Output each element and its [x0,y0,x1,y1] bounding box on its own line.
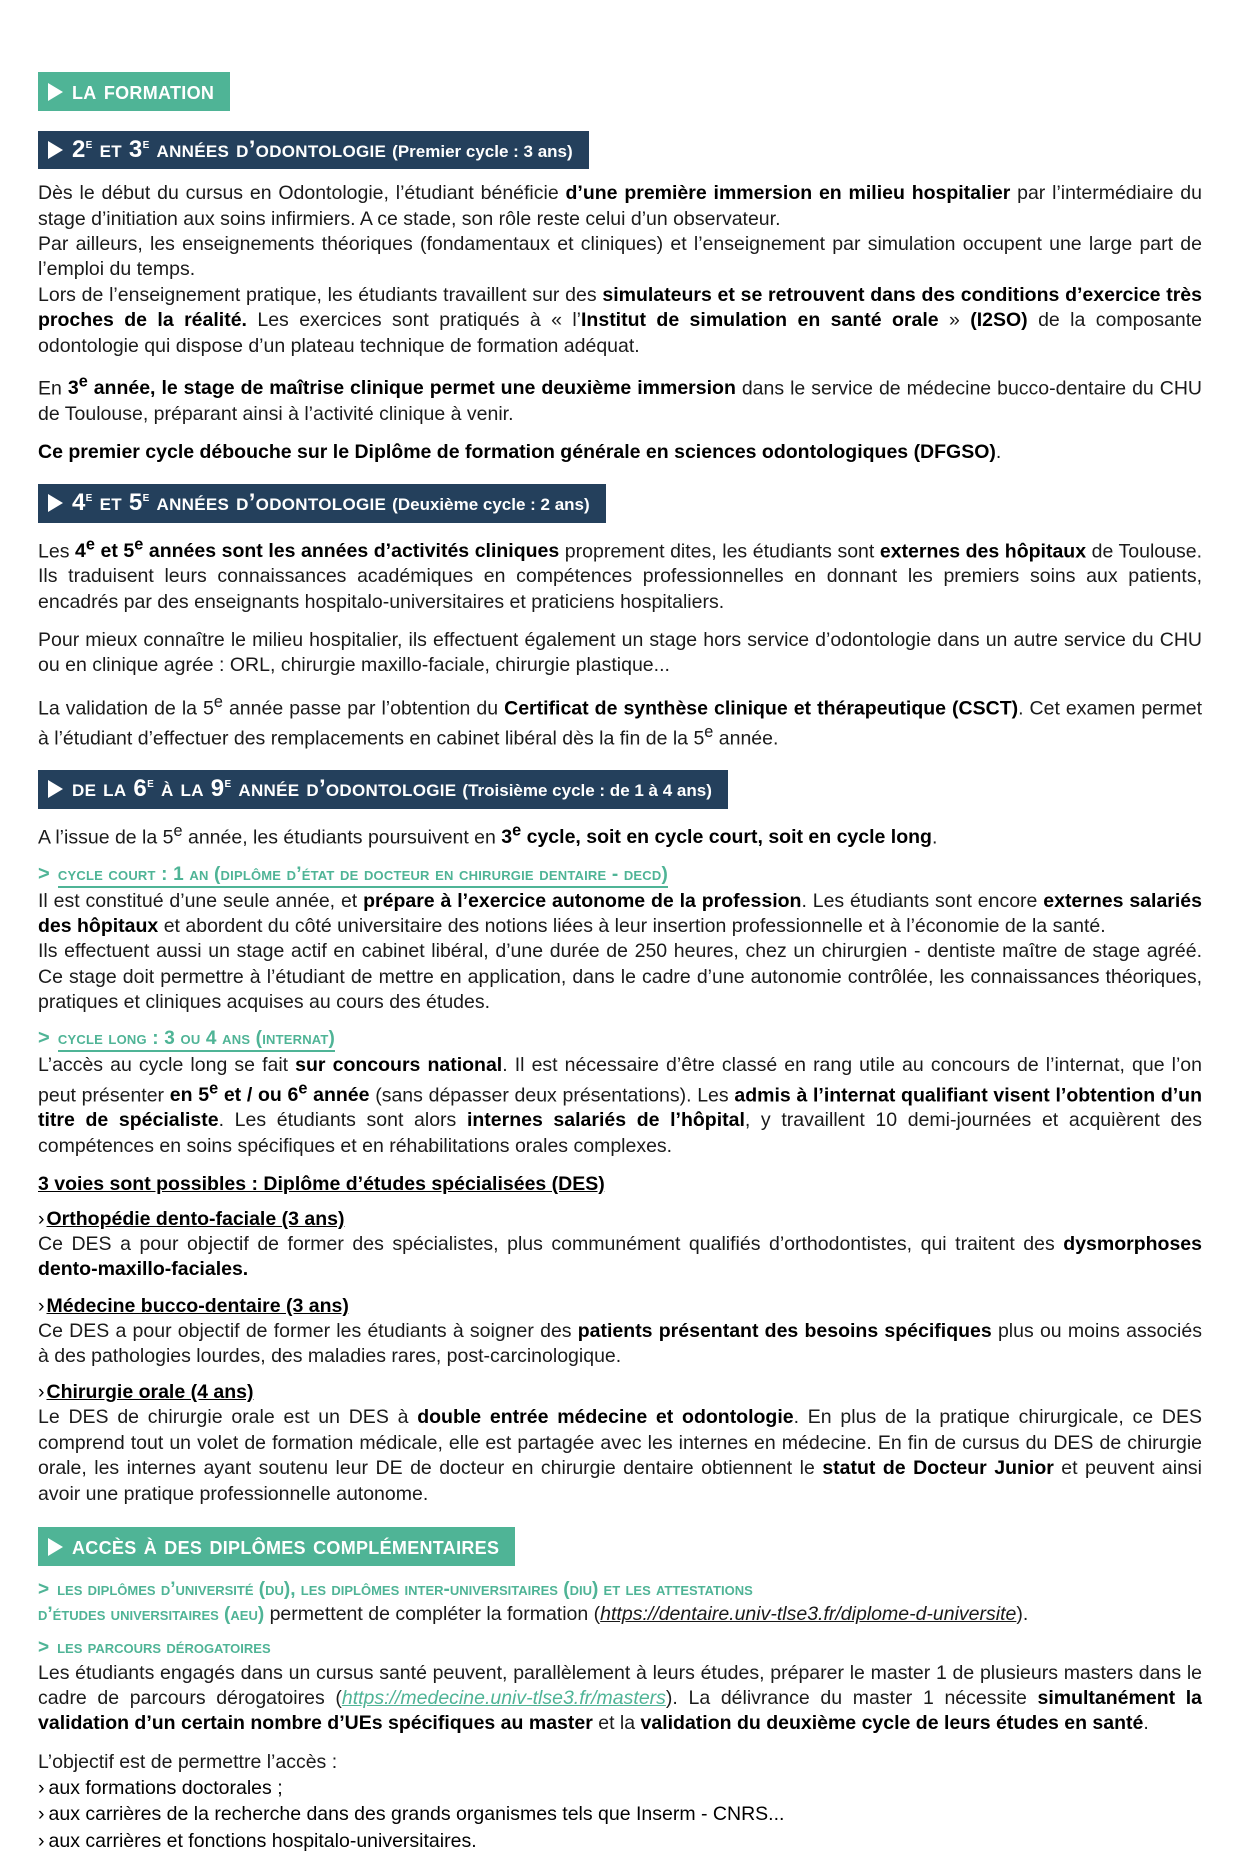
subheading-cycle-long-label: cycle long : 3 ou 4 ans (internat) [58,1028,335,1052]
paragraph: La validation de la 5e année passe par l’obtention du Certificat de synthèse clinique et thérapeutique (CSCT). Cet examen permet à l’étudiant d’effectuer des remplacements en cabinet libéral dès la fin de la 5e année. [38,692,1203,750]
gt-icon: > [38,862,50,885]
du-heading-line2-sc: d’études universitaires (aeu) [38,1603,265,1625]
section-subtitle-2: (Deuxième cycle : 2 ans) [392,495,590,515]
main-section-banner-row [38,72,1202,111]
derog-text-post: ). La délivrance du master 1 nécessite simultanément la validation d’un certain nombre d’UEs spécifiques au master et la validation du deuxième cycle de leurs études en santé. [38,1686,1203,1735]
objectif-item: › aux carrières de la recherche dans des grands organismes tels que Inserm - CNRS... [38,1803,785,1826]
paragraph: Le DES de chirurgie orale est un DES à double entrée médecine et odontologie. En plus de la pratique chirurgicale, ce DES comprend tout un volet de formation médicale, elle est partagée avec les internes en médecine. En fin de cursus du DES de chirurgie orale, les internes ayant soutenu leur DE de docteur en chirurgie dentaire obtiennent le statut de Docteur Junior et peuvent ainsi avoir une pratique professionnelle autonome. [38,1406,1203,1505]
paragraph: En 3e année, le stage de maîtrise clinique permet une deuxième immersion dans le service de médecine bucco-dentaire du CHU de Toulouse, préparant ainsi à l’activité clinique à venir. [38,372,1202,425]
chevron-icon: › [38,1208,45,1231]
paragraph: Il est constitué d’une seule année, et prépare à l’exercice autonome de la profession. Les étudiants sont encore externes salariés des hôpitaux et abordent du côté universitaire des notions liées à leur insertion professionnelle et à l’économie de la santé. [38,889,1202,937]
section-banner-row-3 [38,770,1202,808]
du-link[interactable]: https://dentaire.univ-tlse3.fr/diplome-d-universite [600,1602,1017,1625]
des-item-title: › Médecine bucco-dentaire (3 ans) [38,1294,349,1317]
des-list-title: 3 voies sont possibles : Diplôme d’études spécialisées (DES) [38,1173,605,1196]
objectif-intro: L’objectif est de permettre l’accès : [38,1750,338,1773]
du-heading [38,1578,1202,1627]
paragraph: Dès le début du cursus en Odontologie, l’étudiant bénéficie d’une première immersion en milieu hospitalier par l’intermédiaire du stage d’initiation aux soins infirmiers. A ce stade, son rôle reste celui d’un observateur. [38,182,1202,230]
masters-link[interactable]: https://medecine.univ-tlse3.fr/masters [341,1686,666,1709]
objectif-item: › aux formations doctorales ; [38,1776,283,1799]
gt-icon: > [38,1579,50,1601]
chevron-icon: › [38,1294,45,1317]
objectif-item: › aux carrières et fonctions hospitalo-universitaires. [38,1829,477,1852]
triangle-icon [48,1538,63,1556]
du-heading-line1: les diplômes d’université (du), les diplômes inter-universitaires (diu) et les attestations [57,1579,753,1601]
paragraph: Par ailleurs, les enseignements théoriques (fondamentaux et cliniques) et l’enseignement par simulation occupent une large part de l’emploi du temps. [38,233,1202,281]
section-banner-2 [38,484,606,522]
derog-heading-label: les parcours dérogatoires [57,1636,271,1658]
paragraph: Les 4e et 5e années sont les années d’activités cliniques proprement dites, les étudiants sont externes des hôpitaux de Toulouse. Ils traduisent leurs connaissances académiques en compétences professionnelles en donnant les premiers soins aux patients, encadrés par des enseignants hospitalo-universitaires et praticiens hospitaliers. [38,535,1202,613]
du-heading-line2-end: ). [1016,1602,1029,1625]
derog-paragraph [38,1661,1202,1737]
section-subtitle-3: (Troisième cycle : de 1 à 4 ans) [462,781,712,801]
paragraph-intro-cycle3: A l’issue de la 5e année, les étudiants poursuivent en 3e cycle, soit en cycle court, soit en cycle long. [38,821,938,849]
section-banner-row-2 [38,484,1202,522]
section-title-2: 4e et 5e années d’odontologie [72,489,387,517]
derog-heading [38,1637,1202,1659]
section-title-3: de la 6e à la 9e année d’odontologie [72,775,457,803]
main-section-banner [38,72,230,111]
chevron-icon: › [38,1776,45,1799]
gt-icon: > [38,1636,50,1658]
main-section-title: la formation [72,77,215,105]
gt-icon: > [38,1027,50,1050]
derog-text-pre: Les étudiants engagés dans un cursus santé peuvent, parallèlement à leurs études, préparer le master 1 de plusieurs masters dans le cadre de parcours dérogatoires ( [38,1661,1202,1709]
triangle-icon [48,494,63,512]
acces-banner [38,1527,515,1566]
triangle-icon [48,141,63,159]
acces-banner-row [38,1527,1202,1566]
des-item-title: › Orthopédie dento-faciale (3 ans) [38,1208,345,1231]
paragraph: Ce premier cycle débouche sur le Diplôme de formation générale en sciences odontologiques (DFGSO). [38,441,1002,464]
paragraph: Pour mieux connaître le milieu hospitalier, ils effectuent également un stage hors service d’odontologie dans un autre service du CHU ou en clinique agrée : ORL, chirurgie maxillo-faciale, chirurgie plastique... [38,629,1202,677]
subheading-cycle-court [38,863,1202,886]
paragraph: L’accès au cycle long se fait sur concours national. Il est nécessaire d’être classé en rang utile au concours de l’internat, que l’on peut présenter en 5e et / ou 6e année (sans dépasser deux présentations). Les admis à l’internat qualifiant visent l’obtention d’un titre de spécialiste. Les étudiants sont alors internes salariés de l’hôpital, y travaillent 10 demi-journées et acquièrent des compétences en soins spécifiques et en réhabilitations orales complexes. [38,1054,1203,1157]
paragraph: Lors de l’enseignement pratique, les étudiants travaillent sur des simulateurs et se retrouvent dans des conditions d’exercice très proches de la réalité. Les exercices sont pratiqués à « l’Institut de simulation en santé orale » (I2SO) de la composante odontologie qui dispose d’un plateau technique de formation adéquat. [38,283,1202,357]
du-heading-line2-rest: permettent de compléter la formation ( [264,1602,601,1625]
section-banner-3 [38,770,728,808]
paragraph: Ils effectuent aussi un stage actif en cabinet libéral, d’une durée de 250 heures, chez un chirurgien - dentiste maître de stage agréé. Ce stage doit permettre à l’étudiant de mettre en application, dans le cadre d’une autonomie contrôlée, les connaissances théoriques, pratiques et cliniques acquises au cours des études. [38,940,1202,1013]
triangle-icon [48,780,63,798]
section-banner-row-1 [38,131,1202,169]
acces-banner-title: accès à des diplômes complémentaires [72,1531,500,1560]
subheading-cycle-court-label: cycle court : 1 an (diplôme d’état de docteur en chirurgie dentaire - decd) [58,864,668,888]
des-item-title: › Chirurgie orale (4 ans) [38,1381,254,1404]
section-banner-1 [38,131,589,169]
paragraph: Ce DES a pour objectif de former des spécialistes, plus communément qualifiés d’orthodontistes, qui traitent des dysmorphoses dento-maxillo-faciales. [38,1233,1202,1281]
section-title-1: 2e et 3e années d’odontologie [72,136,387,164]
section-subtitle-1: (Premier cycle : 3 ans) [392,142,573,162]
subheading-cycle-long [38,1027,1202,1050]
chevron-icon: › [38,1829,45,1852]
paragraph: Ce DES a pour objectif de former les étudiants à soigner des patients présentant des besoins spécifiques plus ou moins associés à des pathologies lourdes, des maladies rares, post-carcinologique. [38,1319,1202,1368]
triangle-icon [48,83,63,101]
chevron-icon: › [38,1381,45,1404]
chevron-icon: › [38,1803,45,1826]
